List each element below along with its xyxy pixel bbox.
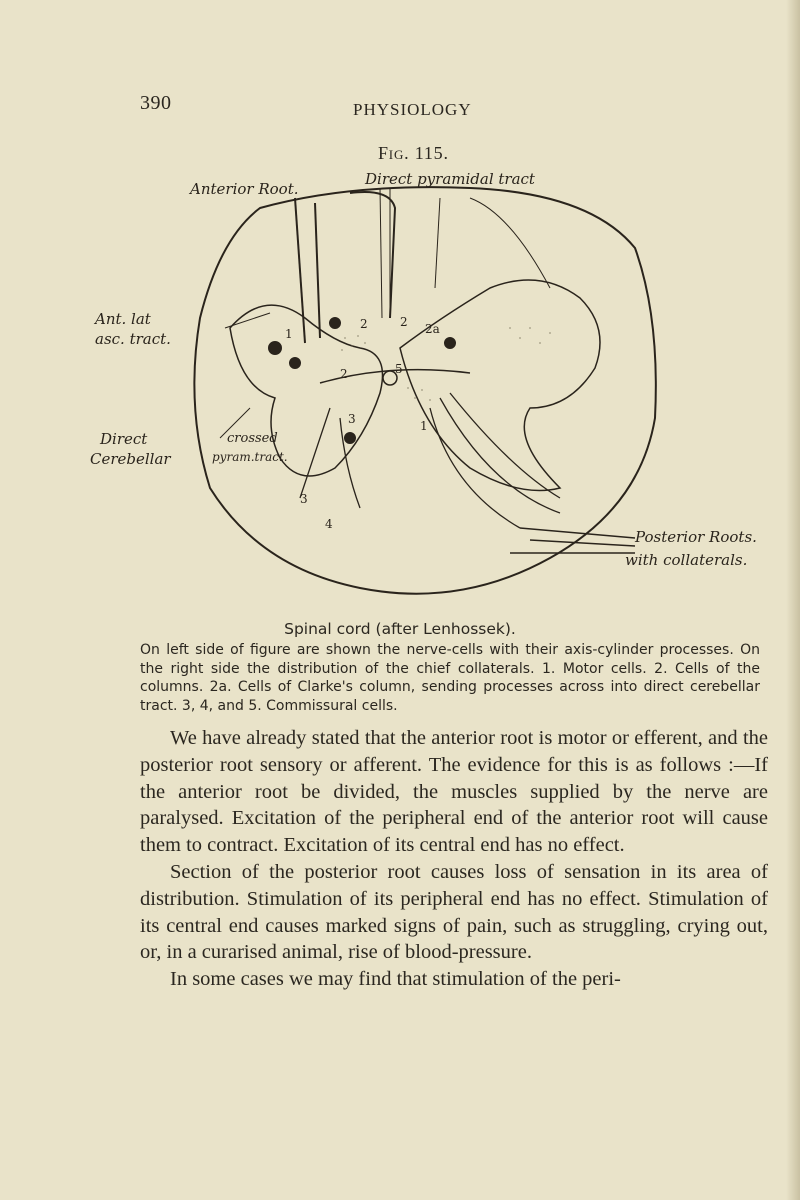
cell-number: 2 (340, 367, 348, 381)
cell-number: 3 (300, 492, 308, 506)
cell-number: 3 (348, 412, 356, 426)
grey-matter-right (400, 280, 600, 491)
page-number: 390 (140, 92, 172, 114)
paragraph: Section of the posterior root causes loss of sensation in its area of distribution. Stimulation of its peripheral end has no effect. Stimulation of its central end causes marked signs of pain, such as struggling, crying out, or, in a curarised animal, rise of blood-pressure. (140, 860, 768, 964)
cell-number: 2a (425, 322, 440, 336)
ant-lat-asc-tract-label-1: Ant. lat (95, 310, 151, 328)
paragraph: We have already stated that the anterior root is motor or efferent, and the posterior root sensory or afferent. The evidence for this is as follows :—If the anterior root be divided, the muscles supplied by the nerve are paralysed. Excitation of the peripheral end of the anterior root will cause them to contract. Excitation of its central end has no effect. (140, 727, 768, 857)
posterior-roots-label-2: with collaterals. (625, 551, 748, 569)
body-text (140, 725, 768, 993)
cell-number: 4 (325, 517, 333, 531)
paragraph: In some cases we may find that stimulation of the peri- (170, 968, 621, 991)
cord-outline (194, 187, 655, 594)
figure-label: Fig. 115. (378, 143, 449, 163)
cell-number: 1 (420, 419, 428, 433)
cell-number: 5 (395, 362, 403, 376)
ant-lat-asc-tract-label-2: asc. tract. (95, 330, 171, 348)
spinal-cord-figure (90, 168, 780, 618)
cell-number: 2 (360, 317, 368, 331)
running-head: PHYSIOLOGY (353, 100, 472, 119)
cell-number: 2 (400, 315, 408, 329)
direct-pyramidal-tract-label: Direct pyramidal tract (365, 170, 535, 188)
caption-title: Spinal cord (after Lenhossek). (284, 620, 516, 638)
anterior-root-label: Anterior Root. (190, 180, 299, 198)
direct-cerebellar-label-2: Cerebellar (90, 450, 171, 468)
crossed-label-2: pyram.tract. (212, 450, 288, 464)
crossed-label-1: crossed (227, 431, 278, 446)
direct-cerebellar-label-1: Direct (100, 430, 148, 448)
posterior-roots-label-1: Posterior Roots. (635, 528, 757, 546)
page-edge (786, 0, 800, 1200)
cell-number: 1 (285, 327, 293, 341)
caption-body: On left side of figure are shown the nerve-cells with their axis-cylinder processes. On the right side the distribution of the chief collaterals. 1. Motor cells. 2. Cells of the columns. 2a. Cells of Clarke's column, sending processes across into direct cerebellar tract. 3, 4, and 5. Commissural cells. (140, 642, 760, 714)
